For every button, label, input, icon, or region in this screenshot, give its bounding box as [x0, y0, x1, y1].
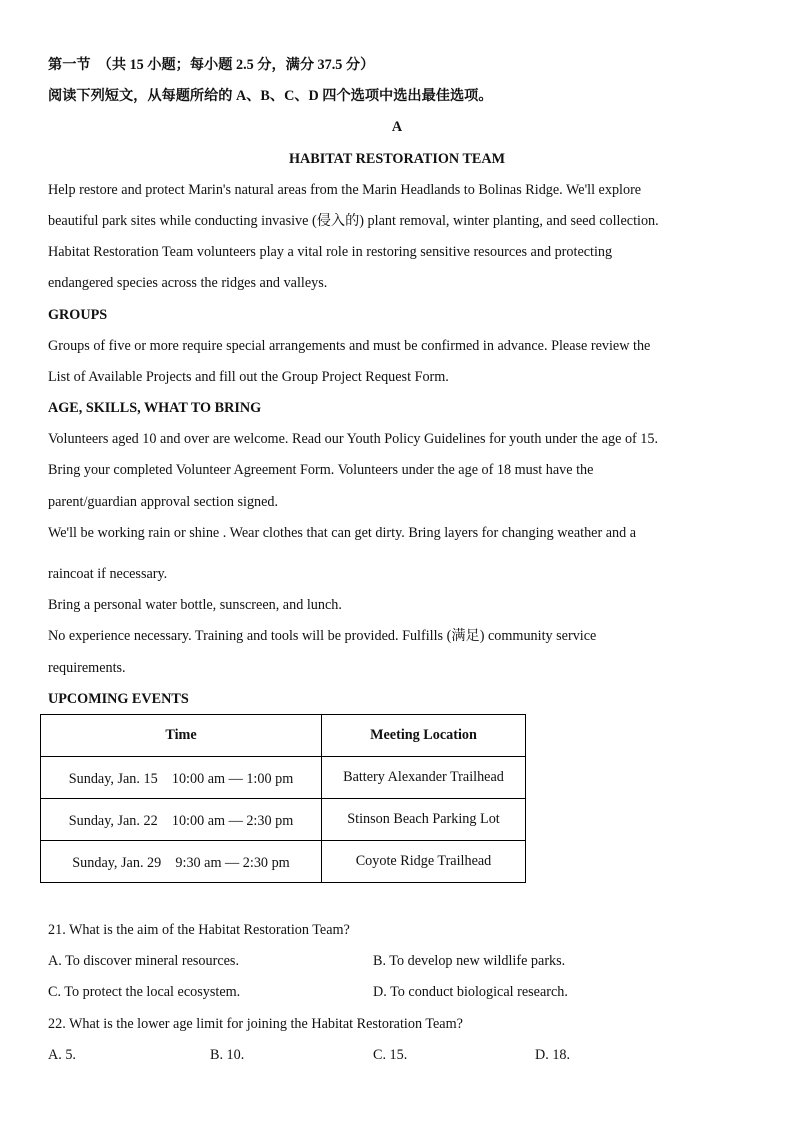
text-line: beautiful park sites while conducting invasive (侵入的) plant removal, winter planting, and seed collection. [48, 212, 659, 229]
section-header: 第一节 （共 15 小题；每小题 2.5 分，满分 37.5 分） [48, 57, 375, 73]
questions [48, 915, 748, 1071]
table-row [41, 757, 526, 799]
option-d: D. 18. [535, 1046, 571, 1063]
option-a: A. To discover mineral resources. [48, 953, 240, 970]
age-heading: AGE, SKILLS, WHAT TO BRING [48, 400, 262, 417]
option-c: C. 15. [373, 1046, 408, 1063]
events-heading: UPCOMING EVENTS [48, 690, 189, 707]
text-line: We'll be working rain or shine . Wear clothes that can get dirty. Bring layers for changing weather and a [48, 524, 637, 541]
question-stem: 22. What is the lower age limit for joining the Habitat Restoration Team? [48, 1015, 463, 1032]
text-line: Volunteers aged 10 and over are welcome. Read our Youth Policy Guidelines for youth under the age of 15. [48, 431, 659, 448]
document-page [48, 50, 748, 1063]
instruction: 阅读下列短文，从每题所给的 A、B、C、D 四个选项中选出最佳选项。 [48, 88, 493, 105]
passage-label: A [391, 119, 403, 136]
table-header-location: Meeting Location [322, 715, 526, 757]
events-table [40, 714, 526, 883]
table-row [41, 841, 526, 883]
text-line: List of Available Projects and fill out the Group Project Request Form. [48, 368, 449, 385]
text-line: Bring your completed Volunteer Agreement Form. Volunteers under the age of 18 must have the [48, 462, 594, 479]
table-header-row [41, 715, 526, 757]
table-cell-location: Stinson Beach Parking Lot [322, 799, 526, 841]
question-stem: 21. What is the aim of the Habitat Restoration Team? [48, 922, 350, 938]
option-a: A. 5. [48, 1046, 76, 1063]
table-cell-time: Sunday, Jan. 29 9:30 am — 2:30 pm [41, 841, 322, 883]
text-line: Groups of five or more require special arrangements and must be confirmed in advance. Please review the [48, 337, 651, 354]
question-options [48, 977, 748, 1008]
groups-heading: GROUPS [48, 306, 108, 323]
text-line: endangered species across the ridges and valleys. [48, 275, 328, 292]
intro-paragraph [48, 175, 748, 300]
table-cell-time: Sunday, Jan. 15 10:00 am — 1:00 pm [41, 757, 322, 799]
text-line: Help restore and protect Marin's natural areas from the Marin Headlands to Bolinas Ridge. We'll explore [48, 181, 642, 198]
age-paragraph [48, 424, 748, 684]
text-line: Bring a personal water bottle, sunscreen, and lunch. [48, 597, 342, 614]
text-line: No experience necessary. Training and tools will be provided. Fulfills (满足) community service [48, 628, 597, 645]
text-line: parent/guardian approval section signed. [48, 493, 279, 510]
table-header-time: Time [41, 715, 322, 757]
question-options [48, 946, 748, 977]
option-c: C. To protect the local ecosystem. [48, 984, 241, 1001]
option-b: B. 10. [210, 1046, 245, 1063]
table-cell-time: Sunday, Jan. 22 10:00 am — 2:30 pm [41, 799, 322, 841]
text-line: raincoat if necessary. [48, 566, 168, 582]
passage-title: HABITAT RESTORATION TEAM [288, 150, 506, 167]
question-options [48, 1040, 748, 1071]
groups-paragraph [48, 331, 748, 393]
table-cell-location: Coyote Ridge Trailhead [322, 841, 526, 883]
spacer [48, 549, 748, 559]
option-b: B. To develop new wildlife parks. [373, 953, 566, 970]
option-d: D. To conduct biological research. [373, 984, 568, 1001]
table-cell-location: Battery Alexander Trailhead [322, 757, 526, 799]
text-line: requirements. [48, 659, 126, 676]
text-line: Habitat Restoration Team volunteers play a vital role in restoring sensitive resources and protecting [48, 244, 613, 261]
table-row [41, 799, 526, 841]
